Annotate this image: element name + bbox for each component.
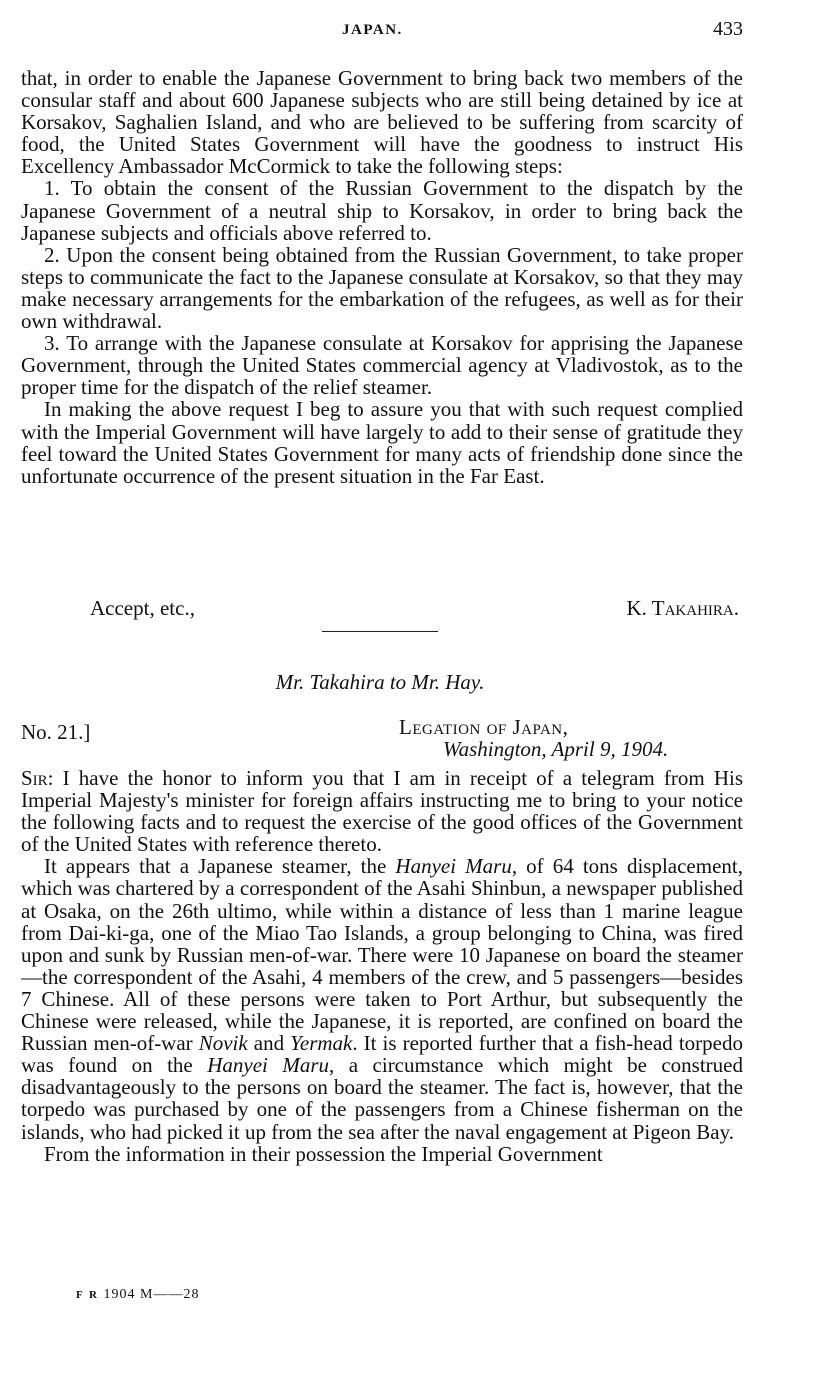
- numbered-step-3: 3. To arrange with the Japanese consulate at Korsakov for apprising the Japanese Government, through the United States commercial agency at Vladivostok, as to the proper time for the dispatch of the relief steamer.: [21, 331, 743, 400]
- letter-body: [21, 767, 743, 1165]
- numbered-step-1: 1. To obtain the consent of the Russian Government to the dispatch by the Japanese Government of a neutral ship to Korsakov, in order to bring back the Japanese subjects and officials above referred to.: [21, 176, 743, 245]
- paragraph-text: It appears that a Japanese steamer, the: [44, 854, 396, 879]
- running-title: JAPAN.: [342, 22, 403, 38]
- paragraph-text: . It is reported further that a fish-head torpedo was found on the: [21, 1031, 743, 1078]
- page-number: 433: [713, 18, 743, 40]
- previous-letter-body: [21, 67, 743, 487]
- letter-number: No. 21.]: [21, 720, 91, 744]
- signature-prefix: F R: [76, 1289, 100, 1301]
- paragraph-text: , a circumstance which might be construed disadvantageously to the persons on board the steamer. The fact is, however, that the torpedo was purchased by one of the passengers from a Chinese fisherman on the islands, who had picked it up from the sea after the naval engagement at Pigeon Bay.: [21, 1053, 744, 1144]
- warship-name: Yermak: [290, 1031, 353, 1056]
- section-divider: [322, 631, 438, 632]
- paragraph: From the information in their possession the Imperial Government: [44, 1141, 603, 1166]
- printer-signature: [76, 1287, 199, 1303]
- signature: K. Takahira.: [626, 596, 739, 620]
- paragraph-text: , of 64 tons displacement, which was chartered by a correspondent of the Asahi Shinbun, a newspaper published at Osaka, on the 26th ultimo, while within a distance of less than 1 marine league from Dai-ki-ga, one of the Miao Tao Islands, a group belonging to China, was fired upon and sunk by Russian men-of-war. There were 10 Japanese on board the steamer—the correspondent of the Asahi, 4 members of the crew, and 5 passengers—besides 7 Chinese. All of these persons were taken to Port Arthur, but subsequently the Chinese were released, while the Japanese, it is reported, are confined on board the Russian men-of-war: [21, 854, 743, 1056]
- paragraph-text: and: [247, 1031, 291, 1056]
- letter-heading: Mr. Takahira to Mr. Hay.: [275, 670, 485, 694]
- closing-line: [21, 596, 743, 620]
- ship-name: Hanyei Maru: [207, 1053, 330, 1078]
- paragraph: [21, 767, 743, 855]
- running-head: [0, 18, 821, 48]
- paragraph: In making the above request I beg to assure you that with such request complied with the Imperial Government will have largely to add to their sense of gratitude they feel toward the United States Government for many acts of friendship done since the unfortunate occurrence of the present situation in the Far East.: [21, 397, 743, 488]
- ship-name: Hanyei Maru: [395, 854, 512, 879]
- paragraph: [21, 855, 743, 1142]
- numbered-step-2: 2. Upon the consent being obtained from the Russian Government, to take proper steps to communicate the fact to the Japanese consulate at Korsakov, so that they may make necessary arrangements for the embarkation of the refugees, as well as for their own withdrawal.: [21, 242, 743, 334]
- complimentary-close: Accept, etc.,: [90, 596, 195, 620]
- salutation: Sir:: [21, 766, 54, 790]
- paragraph: that, in order to enable the Japanese Government to bring back two members of the consular staff and about 600 Japanese subjects who are still being detained by ice at Korsakov, Saghalien Island, and who are believed to be suffering from scarcity of food, the United States Government will have the goodness to instruct His Excellency Ambassador McCormick to take the following steps:: [21, 66, 743, 179]
- signature-mark: 1904 M——28: [99, 1287, 200, 1302]
- paragraph-text: I have the honor to inform you that I am in receipt of a telegram from His Imperial Majesty's minister for foreign affairs instructing me to bring to your notice the following facts and to request the exercise of the good offices of the Government of the United States with reference thereto.: [21, 766, 743, 857]
- warship-name: Novik: [198, 1031, 248, 1056]
- sender-address: Legation of Japan,: [399, 715, 569, 739]
- dateline: Washington, April 9, 1904.: [443, 737, 669, 761]
